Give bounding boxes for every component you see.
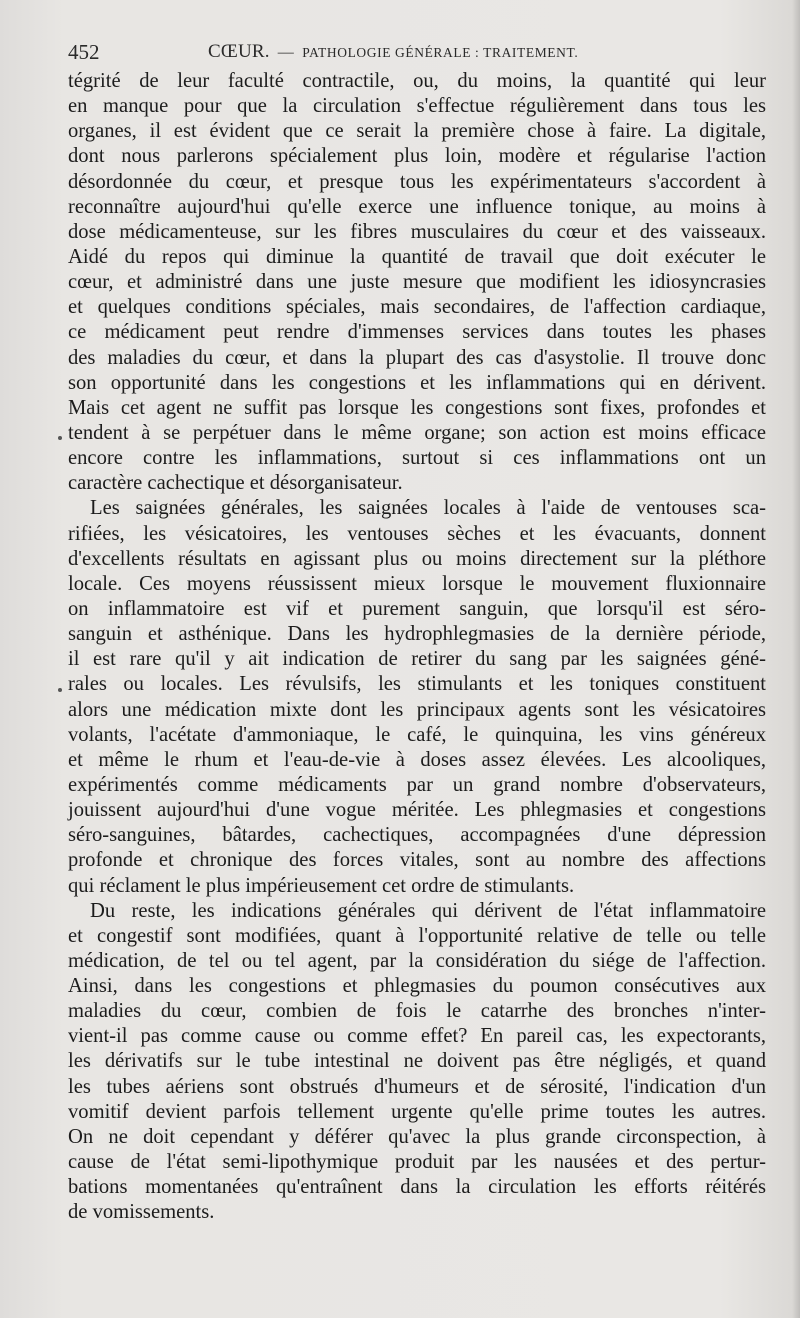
text-line: vomitif devient parfois tellement urgente qu'elle prime toutes les autres. <box>68 1100 766 1123</box>
text-line: On ne doit cependant y déférer qu'avec la plus grande circonspection, à <box>68 1125 766 1148</box>
text-line: expérimentés comme médicaments par un grand nombre d'observateurs, <box>68 773 766 796</box>
text-line: organes, il est évident que ce serait la première chose à faire. La digitale, <box>68 120 766 143</box>
body-text <box>68 69 766 1225</box>
running-title-main: CŒUR. <box>208 41 270 62</box>
text-line: rales ou locales. Les révulsifs, les stimulants et les toniques constituent <box>68 673 766 696</box>
margin-mark <box>58 436 62 440</box>
margin-mark <box>58 688 62 692</box>
text-line: encore contre les inflammations, surtout si ces inflammations ont un <box>68 447 766 470</box>
text-line: Les saignées générales, les saignées locales à l'aide de ventouses sca- <box>90 497 766 520</box>
running-title-sub: PATHOLOGIE GÉNÉRALE : TRAITEMENT. <box>302 45 579 60</box>
text-line: d'excellents résultats en agissant plus ou moins directement sur la pléthore <box>68 547 766 570</box>
text-line: médication, de tel ou tel agent, par la considération du siége de l'affection. <box>68 949 766 972</box>
text-line: il est rare qu'il y ait indication de retirer du sang par les saignées géné- <box>68 648 766 671</box>
text-line: rifiées, les vésicatoires, les ventouses sèches et les évacuants, donnent <box>68 522 766 545</box>
text-line: vient-il pas comme cause ou comme effet? En pareil cas, les expectorants, <box>68 1025 766 1048</box>
text-line: de vomissements. <box>68 1201 215 1224</box>
text-line: locale. Ces moyens réussissent mieux lorsque le mouvement fluxionnaire <box>68 572 766 595</box>
text-line: alors une médication mixte dont les principaux agents sont les vésicatoires <box>68 698 766 721</box>
text-line: tégrité de leur faculté contractile, ou, du moins, la quantité qui leur <box>68 70 766 92</box>
text-line: désordonnée du cœur, et presque tous les expérimentateurs s'accordent à <box>68 170 766 193</box>
text-line: son opportunité dans les congestions et les inflammations qui en dérivent. <box>68 371 766 394</box>
text-line: profonde et chronique des forces vitales, sont au nombre des affections <box>68 849 766 872</box>
text-line: les tubes aériens sont obstrués d'humeurs et de sérosité, l'indication d'un <box>68 1075 766 1098</box>
text-line: jouissent aujourd'hui d'une vogue méritée. Les phlegmasies et congestions <box>68 799 766 822</box>
text-line: sanguin et asthénique. Dans les hydrophlegmasies de la dernière période, <box>68 623 766 646</box>
text-line: dont nous parlerons spécialement plus loin, modère et régularise l'action <box>68 145 766 168</box>
text-line: des maladies du cœur, et dans la plupart des cas d'asystolie. Il trouve donc <box>68 346 766 369</box>
text-line: et congestif sont modifiées, quant à l'opportunité relative de telle ou telle <box>68 924 766 947</box>
text-line: caractère cachectique et désorganisateur. <box>68 472 403 495</box>
text-line: et quelques conditions spéciales, mais secondaires, de l'affection cardiaque, <box>68 296 766 319</box>
text-line: Ainsi, dans les congestions et phlegmasies du poumon consécutives aux <box>68 975 766 998</box>
text-line: et même le rhum et l'eau-de-vie à doses assez élevées. Les alcooliques, <box>68 748 766 771</box>
text-line: reconnaître aujourd'hui qu'elle exerce une influence tonique, au moins à <box>68 195 766 218</box>
running-title <box>208 41 578 63</box>
running-header <box>68 38 768 66</box>
text-line: cause de l'état semi-lipothymique produit par les nausées et des pertur- <box>68 1151 766 1174</box>
text-line: bations momentanées qu'entraînent dans la circulation les efforts réitérés <box>68 1176 766 1199</box>
text-line: dose médicamenteuse, sur les fibres musculaires du cœur et des vaisseaux. <box>68 220 766 243</box>
text-line: tendent à se perpétuer dans le même organe; son action est moins efficace <box>68 421 766 444</box>
text-line: cœur, et administré dans une juste mesure que modifient les idiosyncrasies <box>68 271 766 294</box>
text-line: les dérivatifs sur le tube intestinal ne doivent pas être négligés, et quand <box>68 1050 766 1073</box>
text-line: qui réclament le plus impérieusement cet ordre de stimulants. <box>68 874 575 897</box>
page-number: 452 <box>68 40 100 64</box>
text-line: en manque pour que la circulation s'effectue régulièrement dans tous les <box>68 95 766 118</box>
text-line: volants, l'acétate d'ammoniaque, le café, le quinquina, les vins généreux <box>68 723 766 746</box>
page-edge-shadow <box>792 0 800 1318</box>
text-line: séro-sanguines, bâtardes, cachectiques, accompagnées d'une dépression <box>68 824 766 847</box>
text-line: on inflammatoire est vif et purement sanguin, que lorsqu'il est séro- <box>68 597 766 620</box>
text-line: ce médicament peut rendre d'immenses services dans toutes les phases <box>68 321 766 344</box>
running-title-separator: — <box>277 44 295 61</box>
text-line: Mais cet agent ne suffit pas lorsque les congestions sont fixes, profondes et <box>68 396 766 419</box>
text-line: maladies du cœur, combien de fois le catarrhe des bronches n'inter- <box>68 1000 766 1023</box>
text-line: Aidé du repos qui diminue la quantité de travail que doit exécuter le <box>68 245 766 268</box>
text-line: Du reste, les indications générales qui dérivent de l'état inflammatoire <box>90 899 766 922</box>
